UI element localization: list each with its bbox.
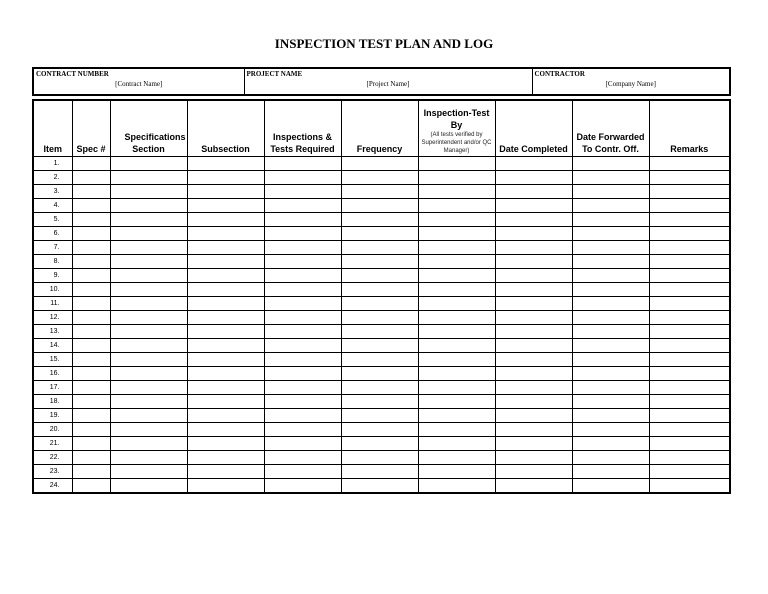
subsection-cell[interactable]: [187, 325, 264, 339]
remarks-cell[interactable]: [649, 437, 730, 451]
table-header-row: [33, 100, 730, 157]
date-forwarded-cell[interactable]: [572, 381, 649, 395]
inspections-cell[interactable]: [264, 381, 341, 395]
inspection-by-cell[interactable]: [418, 479, 495, 494]
row-number: 18.: [33, 395, 72, 409]
remarks-cell[interactable]: [649, 255, 730, 269]
date-forwarded-cell[interactable]: [572, 353, 649, 367]
inspections-cell[interactable]: [264, 171, 341, 185]
col-header-inspection-by: [418, 100, 495, 157]
col-header-date-completed: Date Completed: [495, 100, 572, 157]
date-forwarded-cell[interactable]: [572, 213, 649, 227]
col-header-inspections: [264, 100, 341, 157]
date-forwarded-label: Date Forwarded To Contr. Off.: [576, 132, 645, 154]
specifications-section-cell[interactable]: [110, 409, 187, 423]
inspection-by-cell[interactable]: [418, 185, 495, 199]
inspections-cell[interactable]: [264, 311, 341, 325]
project-name-value[interactable]: [Project Name]: [366, 80, 410, 88]
subsection-cell[interactable]: [187, 311, 264, 325]
date-forwarded-cell[interactable]: [572, 367, 649, 381]
frequency-cell[interactable]: [341, 367, 418, 381]
specifications-section-cell[interactable]: [110, 381, 187, 395]
frequency-cell[interactable]: [341, 297, 418, 311]
row-number: 24.: [33, 479, 72, 494]
spec-cell[interactable]: [72, 381, 110, 395]
date-completed-cell[interactable]: [495, 283, 572, 297]
inspection-by-label: Inspection-Test By: [423, 108, 490, 130]
specifications-section-cell[interactable]: [110, 311, 187, 325]
date-completed-cell[interactable]: [495, 157, 572, 171]
col-header-date-forwarded: [572, 100, 649, 157]
date-forwarded-cell[interactable]: [572, 269, 649, 283]
table-row: [33, 283, 730, 297]
date-forwarded-cell[interactable]: [572, 479, 649, 494]
date-forwarded-cell[interactable]: [572, 409, 649, 423]
specifications-section-label: Specifications Section: [124, 132, 186, 154]
row-number: 15.: [33, 353, 72, 367]
contract-number-value[interactable]: [Contract Name]: [115, 80, 163, 88]
contractor-label: CONTRACTOR: [534, 70, 585, 78]
inspection-by-cell[interactable]: [418, 437, 495, 451]
inspections-cell[interactable]: [264, 269, 341, 283]
date-forwarded-cell[interactable]: [572, 325, 649, 339]
subsection-cell[interactable]: [187, 171, 264, 185]
spec-cell[interactable]: [72, 269, 110, 283]
spec-cell[interactable]: [72, 227, 110, 241]
specifications-section-cell[interactable]: [110, 465, 187, 479]
remarks-cell[interactable]: [649, 185, 730, 199]
spec-cell[interactable]: [72, 367, 110, 381]
frequency-cell[interactable]: [341, 157, 418, 171]
remarks-cell[interactable]: [649, 423, 730, 437]
table-row: [33, 465, 730, 479]
inspection-by-cell[interactable]: [418, 171, 495, 185]
row-number: 3.: [33, 185, 72, 199]
inspections-cell[interactable]: [264, 339, 341, 353]
date-forwarded-cell[interactable]: [572, 157, 649, 171]
col-header-frequency: Frequency: [341, 100, 418, 157]
date-completed-cell[interactable]: [495, 297, 572, 311]
subsection-cell[interactable]: [187, 213, 264, 227]
date-forwarded-cell[interactable]: [572, 465, 649, 479]
date-completed-cell[interactable]: [495, 451, 572, 465]
date-completed-cell[interactable]: [495, 241, 572, 255]
specifications-section-cell[interactable]: [110, 213, 187, 227]
date-completed-cell[interactable]: [495, 325, 572, 339]
remarks-cell[interactable]: [649, 325, 730, 339]
specifications-section-cell[interactable]: [110, 171, 187, 185]
inspection-by-cell[interactable]: [418, 283, 495, 297]
subsection-cell[interactable]: [187, 395, 264, 409]
spec-cell[interactable]: [72, 437, 110, 451]
row-number: 20.: [33, 423, 72, 437]
spec-cell[interactable]: [72, 255, 110, 269]
spec-cell[interactable]: [72, 423, 110, 437]
spec-cell[interactable]: [72, 311, 110, 325]
contractor-value[interactable]: [Company Name]: [605, 80, 656, 88]
inspections-cell[interactable]: [264, 157, 341, 171]
frequency-cell[interactable]: [341, 283, 418, 297]
inspection-by-cell[interactable]: [418, 241, 495, 255]
row-number: 17.: [33, 381, 72, 395]
spec-cell[interactable]: [72, 479, 110, 494]
remarks-cell[interactable]: [649, 213, 730, 227]
date-forwarded-cell[interactable]: [572, 451, 649, 465]
inspection-by-note: (All tests verified by Superintendent and/or QC Manager): [421, 132, 492, 154]
row-number: 16.: [33, 367, 72, 381]
inspection-by-cell[interactable]: [418, 465, 495, 479]
inspection-by-cell[interactable]: [418, 339, 495, 353]
inspections-cell[interactable]: [264, 395, 341, 409]
table-row: [33, 227, 730, 241]
col-header-specifications-section: [110, 100, 187, 157]
inspection-by-cell[interactable]: [418, 297, 495, 311]
inspection-by-cell[interactable]: [418, 367, 495, 381]
table-row: [33, 395, 730, 409]
frequency-cell[interactable]: [341, 381, 418, 395]
inspection-by-cell[interactable]: [418, 255, 495, 269]
frequency-cell[interactable]: [341, 423, 418, 437]
inspections-cell[interactable]: [264, 213, 341, 227]
subsection-cell[interactable]: [187, 283, 264, 297]
row-number: 14.: [33, 339, 72, 353]
row-number: 22.: [33, 451, 72, 465]
table-row: [33, 325, 730, 339]
inspections-cell[interactable]: [264, 185, 341, 199]
inspection-by-cell[interactable]: [418, 269, 495, 283]
subsection-cell[interactable]: [187, 157, 264, 171]
date-completed-cell[interactable]: [495, 227, 572, 241]
date-completed-cell[interactable]: [495, 269, 572, 283]
frequency-cell[interactable]: [341, 199, 418, 213]
spec-cell[interactable]: [72, 241, 110, 255]
inspections-cell[interactable]: [264, 465, 341, 479]
frequency-cell[interactable]: [341, 409, 418, 423]
table-row: [33, 297, 730, 311]
table-row: [33, 381, 730, 395]
table-row: [33, 311, 730, 325]
frequency-cell[interactable]: [341, 395, 418, 409]
col-header-spec: Spec #: [72, 100, 110, 157]
date-completed-cell[interactable]: [495, 213, 572, 227]
subsection-cell[interactable]: [187, 353, 264, 367]
frequency-cell[interactable]: [341, 311, 418, 325]
frequency-cell[interactable]: [341, 185, 418, 199]
subsection-cell[interactable]: [187, 185, 264, 199]
subsection-cell[interactable]: [187, 339, 264, 353]
date-forwarded-cell[interactable]: [572, 395, 649, 409]
specifications-section-cell[interactable]: [110, 395, 187, 409]
date-completed-cell[interactable]: [495, 199, 572, 213]
table-row: [33, 423, 730, 437]
spec-cell[interactable]: [72, 157, 110, 171]
row-number: 1.: [33, 157, 72, 171]
spec-cell[interactable]: [72, 339, 110, 353]
contract-number-cell[interactable]: [33, 68, 244, 95]
subsection-cell[interactable]: [187, 381, 264, 395]
date-completed-cell[interactable]: [495, 437, 572, 451]
row-number: 9.: [33, 269, 72, 283]
row-number: 8.: [33, 255, 72, 269]
inspections-cell[interactable]: [264, 283, 341, 297]
date-completed-cell[interactable]: [495, 409, 572, 423]
date-completed-cell[interactable]: [495, 479, 572, 494]
date-completed-cell[interactable]: [495, 171, 572, 185]
remarks-cell[interactable]: [649, 269, 730, 283]
project-name-label: PROJECT NAME: [246, 70, 303, 78]
frequency-cell[interactable]: [341, 353, 418, 367]
specifications-section-cell[interactable]: [110, 451, 187, 465]
remarks-cell[interactable]: [649, 311, 730, 325]
table-row: [33, 353, 730, 367]
inspections-cell[interactable]: [264, 241, 341, 255]
frequency-cell[interactable]: [341, 213, 418, 227]
remarks-cell[interactable]: [649, 451, 730, 465]
specifications-section-cell[interactable]: [110, 157, 187, 171]
frequency-cell[interactable]: [341, 255, 418, 269]
page-title: INSPECTION TEST PLAN AND LOG: [274, 36, 494, 51]
remarks-cell[interactable]: [649, 241, 730, 255]
table-row: [33, 185, 730, 199]
inspections-cell[interactable]: [264, 367, 341, 381]
subsection-cell[interactable]: [187, 199, 264, 213]
date-completed-cell[interactable]: [495, 423, 572, 437]
col-header-remarks: Remarks: [649, 100, 730, 157]
contractor-cell[interactable]: [532, 68, 730, 95]
table-row: [33, 171, 730, 185]
table-row: [33, 339, 730, 353]
specifications-section-cell[interactable]: [110, 283, 187, 297]
inspections-cell[interactable]: [264, 437, 341, 451]
remarks-cell[interactable]: [649, 199, 730, 213]
subsection-cell[interactable]: [187, 409, 264, 423]
remarks-cell[interactable]: [649, 381, 730, 395]
row-number: 7.: [33, 241, 72, 255]
frequency-cell[interactable]: [341, 339, 418, 353]
row-number: 10.: [33, 283, 72, 297]
inspection-by-cell[interactable]: [418, 325, 495, 339]
date-completed-cell[interactable]: [495, 465, 572, 479]
frequency-cell[interactable]: [341, 479, 418, 494]
frequency-cell[interactable]: [341, 465, 418, 479]
date-completed-cell[interactable]: [495, 353, 572, 367]
table-row: [33, 437, 730, 451]
row-number: 4.: [33, 199, 72, 213]
subsection-cell[interactable]: [187, 255, 264, 269]
spec-cell[interactable]: [72, 465, 110, 479]
row-number: 11.: [33, 297, 72, 311]
table-row: [33, 367, 730, 381]
date-completed-cell[interactable]: [495, 339, 572, 353]
date-forwarded-cell[interactable]: [572, 185, 649, 199]
spec-cell[interactable]: [72, 171, 110, 185]
remarks-cell[interactable]: [649, 465, 730, 479]
date-forwarded-cell[interactable]: [572, 283, 649, 297]
inspection-by-cell[interactable]: [418, 213, 495, 227]
date-forwarded-cell[interactable]: [572, 423, 649, 437]
table-row: [33, 157, 730, 171]
contract-info-table: [32, 67, 731, 96]
inspection-by-cell[interactable]: [418, 199, 495, 213]
table-body: [33, 157, 730, 494]
contract-number-label: CONTRACT NUMBER: [36, 70, 109, 78]
spec-cell[interactable]: [72, 283, 110, 297]
date-completed-cell[interactable]: [495, 255, 572, 269]
row-number: 6.: [33, 227, 72, 241]
col-header-item: Item: [33, 100, 72, 157]
date-completed-cell[interactable]: [495, 185, 572, 199]
spec-cell[interactable]: [72, 213, 110, 227]
date-completed-cell[interactable]: [495, 395, 572, 409]
subsection-cell[interactable]: [187, 437, 264, 451]
spec-cell[interactable]: [72, 297, 110, 311]
specifications-section-cell[interactable]: [110, 339, 187, 353]
row-number: 19.: [33, 409, 72, 423]
remarks-cell[interactable]: [649, 283, 730, 297]
table-row: [33, 213, 730, 227]
remarks-cell[interactable]: [649, 353, 730, 367]
subsection-cell[interactable]: [187, 367, 264, 381]
project-name-cell[interactable]: [244, 68, 532, 95]
frequency-cell[interactable]: [341, 437, 418, 451]
specifications-section-cell[interactable]: [110, 437, 187, 451]
row-number: 23.: [33, 465, 72, 479]
inspections-cell[interactable]: [264, 451, 341, 465]
specifications-section-cell[interactable]: [110, 241, 187, 255]
date-forwarded-cell[interactable]: [572, 339, 649, 353]
date-forwarded-cell[interactable]: [572, 227, 649, 241]
table-row: [33, 451, 730, 465]
inspection-by-cell[interactable]: [418, 353, 495, 367]
subsection-cell[interactable]: [187, 451, 264, 465]
table-row: [33, 269, 730, 283]
spec-cell[interactable]: [72, 199, 110, 213]
date-completed-cell[interactable]: [495, 367, 572, 381]
specifications-section-cell[interactable]: [110, 255, 187, 269]
date-forwarded-cell[interactable]: [572, 297, 649, 311]
row-number: 21.: [33, 437, 72, 451]
table-row: [33, 255, 730, 269]
remarks-cell[interactable]: [649, 367, 730, 381]
subsection-cell[interactable]: [187, 423, 264, 437]
specifications-section-cell[interactable]: [110, 423, 187, 437]
spec-cell[interactable]: [72, 185, 110, 199]
date-completed-cell[interactable]: [495, 311, 572, 325]
frequency-cell[interactable]: [341, 269, 418, 283]
remarks-cell[interactable]: [649, 171, 730, 185]
inspection-by-cell[interactable]: [418, 311, 495, 325]
frequency-cell[interactable]: [341, 241, 418, 255]
spec-cell[interactable]: [72, 353, 110, 367]
inspection-by-cell[interactable]: [418, 409, 495, 423]
date-forwarded-cell[interactable]: [572, 311, 649, 325]
frequency-cell[interactable]: [341, 451, 418, 465]
inspection-by-cell[interactable]: [418, 157, 495, 171]
date-forwarded-cell[interactable]: [572, 171, 649, 185]
table-row: [33, 241, 730, 255]
subsection-cell[interactable]: [187, 465, 264, 479]
specifications-section-cell[interactable]: [110, 325, 187, 339]
inspection-by-cell[interactable]: [418, 381, 495, 395]
date-forwarded-cell[interactable]: [572, 199, 649, 213]
inspections-cell[interactable]: [264, 199, 341, 213]
row-number: 13.: [33, 325, 72, 339]
inspection-by-cell[interactable]: [418, 451, 495, 465]
specifications-section-cell[interactable]: [110, 199, 187, 213]
remarks-cell[interactable]: [649, 479, 730, 494]
specifications-section-cell[interactable]: [110, 227, 187, 241]
remarks-cell[interactable]: [649, 339, 730, 353]
inspection-by-cell[interactable]: [418, 423, 495, 437]
date-forwarded-cell[interactable]: [572, 241, 649, 255]
spec-cell[interactable]: [72, 325, 110, 339]
table-row: [33, 409, 730, 423]
frequency-cell[interactable]: [341, 171, 418, 185]
subsection-cell[interactable]: [187, 269, 264, 283]
remarks-cell[interactable]: [649, 395, 730, 409]
inspections-cell[interactable]: [264, 353, 341, 367]
frequency-cell[interactable]: [341, 325, 418, 339]
inspections-cell[interactable]: [264, 325, 341, 339]
spec-cell[interactable]: [72, 395, 110, 409]
subsection-cell[interactable]: [187, 297, 264, 311]
subsection-cell[interactable]: [187, 227, 264, 241]
table-row: [33, 199, 730, 213]
date-completed-cell[interactable]: [495, 381, 572, 395]
specifications-section-cell[interactable]: [110, 185, 187, 199]
inspections-cell[interactable]: [264, 479, 341, 494]
frequency-cell[interactable]: [341, 227, 418, 241]
inspections-cell[interactable]: [264, 227, 341, 241]
date-forwarded-cell[interactable]: [572, 437, 649, 451]
inspection-by-cell[interactable]: [418, 395, 495, 409]
remarks-cell[interactable]: [649, 157, 730, 171]
subsection-cell[interactable]: [187, 479, 264, 494]
date-forwarded-cell[interactable]: [572, 255, 649, 269]
specifications-section-cell[interactable]: [110, 367, 187, 381]
table-row: [33, 479, 730, 494]
inspections-cell[interactable]: [264, 297, 341, 311]
remarks-cell[interactable]: [649, 409, 730, 423]
inspection-log-table: [32, 99, 731, 494]
inspections-cell[interactable]: [264, 409, 341, 423]
row-number: 2.: [33, 171, 72, 185]
row-number: 12.: [33, 311, 72, 325]
subsection-cell[interactable]: [187, 241, 264, 255]
inspections-label: Inspections & Tests Required: [270, 132, 335, 154]
inspections-cell[interactable]: [264, 255, 341, 269]
specifications-section-cell[interactable]: [110, 297, 187, 311]
spec-cell[interactable]: [72, 451, 110, 465]
spec-cell[interactable]: [72, 409, 110, 423]
col-header-subsection: Subsection: [187, 100, 264, 157]
specifications-section-cell[interactable]: [110, 353, 187, 367]
inspections-cell[interactable]: [264, 423, 341, 437]
inspection-by-cell[interactable]: [418, 227, 495, 241]
remarks-cell[interactable]: [649, 297, 730, 311]
specifications-section-cell[interactable]: [110, 269, 187, 283]
specifications-section-cell[interactable]: [110, 479, 187, 494]
row-number: 5.: [33, 213, 72, 227]
remarks-cell[interactable]: [649, 227, 730, 241]
